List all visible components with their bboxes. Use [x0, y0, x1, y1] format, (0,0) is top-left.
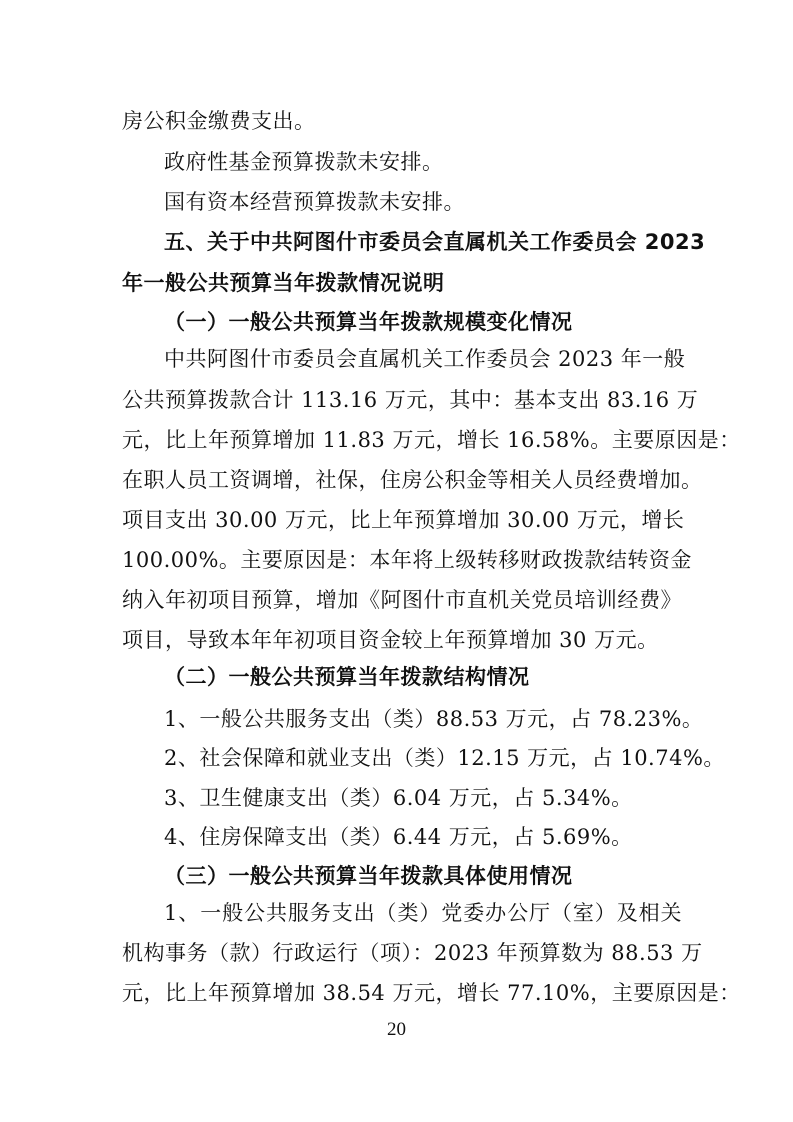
section-heading: 年一般公共预算当年拨款情况说明	[122, 271, 445, 295]
subsection-heading: （二）一般公共预算当年拨款结构情况	[164, 665, 530, 689]
list-item: 1、一般公共服务支出（类）88.53 万元，占 78.23%。	[164, 707, 704, 731]
text-line: 在职人员工资调增，社保，住房公积金等相关人员经费增加。	[122, 468, 703, 492]
text-line: 中共阿图什市委员会直属机关工作委员会 2023 年一般	[164, 347, 686, 371]
text-line: 100.00%。主要原因是：本年将上级转移财政拨款结转资金	[122, 548, 692, 572]
text-line: 公共预算拨款合计 113.16 万元，其中：基本支出 83.16 万	[122, 388, 699, 412]
subsection-heading: （三）一般公共预算当年拨款具体使用情况	[164, 864, 573, 888]
section-heading: 五、关于中共阿图什市委员会直属机关工作委员会 2023	[164, 230, 706, 254]
subsection-heading: （一）一般公共预算当年拨款规模变化情况	[164, 310, 573, 334]
text-line: 纳入年初项目预算，增加《阿图什市直机关党员培训经费》	[122, 588, 682, 612]
text-line: 元，比上年预算增加 38.54 万元，增长 77.10%，主要原因是：	[122, 981, 741, 1005]
list-item: 3、卫生健康支出（类）6.04 万元，占 5.34%。	[164, 786, 633, 810]
text-line: 房公积金缴费支出。	[122, 109, 316, 133]
list-item: 4、住房保障支出（类）6.44 万元，占 5.69%。	[164, 825, 633, 849]
text-line: 机构事务（款）行政运行（项）：2023 年预算数为 88.53 万	[122, 941, 703, 965]
list-item: 2、社会保障和就业支出（类）12.15 万元，占 10.74%。	[164, 746, 725, 770]
page-number: 20	[387, 1019, 406, 1040]
text-line: 元，比上年预算增加 11.83 万元，增长 16.58%。主要原因是：	[122, 428, 741, 452]
text-line: 政府性基金预算拨款未安排。	[164, 150, 444, 174]
text-line: 国有资本经营预算拨款未安排。	[164, 190, 465, 214]
text-line: 1、一般公共服务支出（类）党委办公厅（室）及相关	[164, 901, 682, 925]
text-line: 项目支出 30.00 万元，比上年预算增加 30.00 万元，增长	[122, 508, 685, 532]
text-line: 项目，导致本年年初项目资金较上年预算增加 30 万元。	[122, 628, 659, 652]
